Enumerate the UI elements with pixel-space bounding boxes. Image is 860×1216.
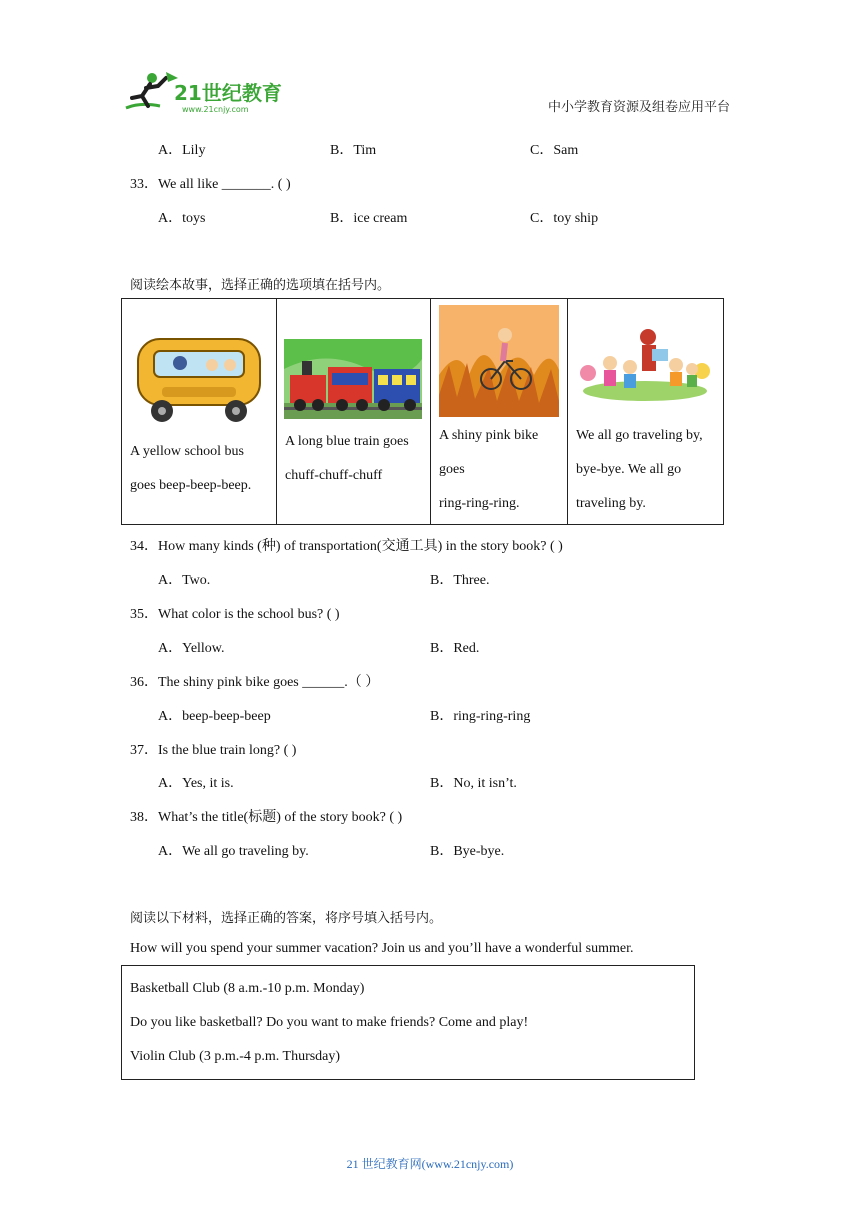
q38-stem: 38．What’s the title(标题) of the story book? ( ) xyxy=(130,810,403,825)
q34-option-b: B．Three. xyxy=(430,573,490,588)
logo-url: www.21cnjy.com xyxy=(182,105,249,114)
story-cell-bus xyxy=(122,299,277,525)
q36-option-b: B．ring-ring-ring xyxy=(430,709,531,724)
traveling-caption-line1: We all go traveling by, xyxy=(576,428,703,443)
blue-train-image xyxy=(284,339,422,419)
bike-caption-line3: ring-ring-ring. xyxy=(439,496,520,511)
header-platform-text: 中小学教育资源及组卷应用平台 xyxy=(547,100,730,115)
q38-option-a: A．We all go traveling by. xyxy=(158,844,309,859)
q32-option-a: A．Lily xyxy=(158,143,206,158)
club-line-2: Do you like basketball? Do you want to make friends? Come and play! xyxy=(130,1015,529,1030)
q36-option-a: A．beep-beep-beep xyxy=(158,709,271,724)
bus-caption-line2: goes beep-beep-beep. xyxy=(130,478,252,493)
q35-stem: 35．What color is the school bus? ( ) xyxy=(130,607,340,622)
club-line-1: Basketball Club (8 a.m.-10 p.m. Monday) xyxy=(130,981,365,996)
section3-instruction: 阅读以下材料，选择正确的答案，将序号填入括号内。 xyxy=(130,911,443,926)
q36-stem: 36．The shiny pink bike goes ______.（ ） xyxy=(130,675,380,690)
school-bus-image xyxy=(132,329,266,425)
bus-caption-line1: A yellow school bus xyxy=(130,444,244,459)
children-reading-image xyxy=(580,325,710,403)
q37-option-a: A．Yes, it is. xyxy=(158,776,234,791)
bike-caption-line2: goes xyxy=(439,462,465,477)
q38-option-b: B．Bye-bye. xyxy=(430,844,505,859)
q32-option-b: B．Tim xyxy=(330,143,377,158)
club-line-3: Violin Club (3 p.m.-4 p.m. Thursday) xyxy=(130,1049,341,1064)
logo-text: 21世纪教育 xyxy=(174,81,282,105)
q33-stem: 33．We all like _______. ( ) xyxy=(130,177,291,192)
q35-option-a: A．Yellow. xyxy=(158,641,225,656)
traveling-caption-line2: bye-bye. We all go xyxy=(576,462,682,477)
bike-caption-line1: A shiny pink bike xyxy=(439,428,539,443)
q33-option-a: A．toys xyxy=(158,211,206,226)
q34-stem: 34．How many kinds (种) of transportation(交通工具) in the story book? ( ) xyxy=(130,539,563,554)
train-caption-line2: chuff-chuff-chuff xyxy=(285,468,383,483)
section3-intro: How will you spend your summer vacation? Join us and you’ll have a wonderful summer. xyxy=(130,941,634,956)
story-cell-traveling xyxy=(568,299,724,525)
q37-option-b: B．No, it isn’t. xyxy=(430,776,517,791)
q37-stem: 37．Is the blue train long? ( ) xyxy=(130,743,297,758)
q33-option-b: B．ice cream xyxy=(330,211,408,226)
q34-option-a: A．Two. xyxy=(158,573,211,588)
section2-instruction: 阅读绘本故事，选择正确的选项填在括号内。 xyxy=(130,278,391,293)
site-logo xyxy=(120,68,290,116)
story-cell-bike xyxy=(431,299,568,525)
story-table xyxy=(121,298,724,525)
traveling-caption-line3: traveling by. xyxy=(576,496,646,511)
footer-link[interactable]: 21 世纪教育网(www.21cnjy.com) xyxy=(346,1157,514,1171)
club-info-box xyxy=(121,965,695,1080)
q33-option-c: C．toy ship xyxy=(530,211,599,226)
train-caption-line1: A long blue train goes xyxy=(285,434,409,449)
story-cell-train xyxy=(277,299,431,525)
q35-option-b: B．Red. xyxy=(430,641,480,656)
q32-option-c: C．Sam xyxy=(530,143,579,158)
pink-bike-image xyxy=(439,305,559,417)
